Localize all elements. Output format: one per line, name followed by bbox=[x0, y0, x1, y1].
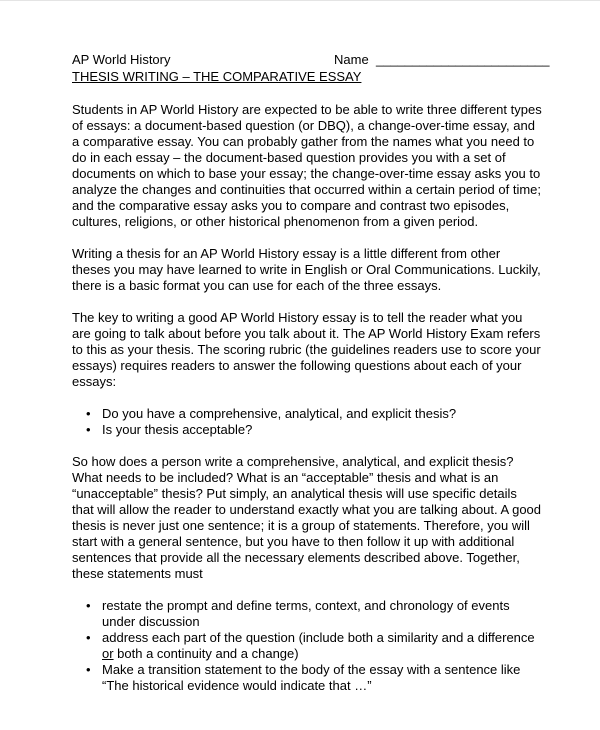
bullet-icon: • bbox=[86, 662, 91, 677]
document-title: THESIS WRITING – THE COMPARATIVE ESSAY bbox=[72, 69, 362, 84]
intro-paragraph: Students in AP World History are expected to be able to write three different types of essays: a document-based question (or DBQ), a change-over-time essay, and a comparative essay. You can probably gather from the names what you need to do in each essay – the document-based question provides you with a set of documents on which to base your essay; the change-over-time essay asks you to analyze the changes and continuities that occurred within a certain period of time; and the comparative essay asks you to compare and contrast two episodes, cultures, religions, or other historical phenomenon from a given period. bbox=[72, 102, 542, 229]
requirements-list bbox=[72, 598, 542, 694]
list-item-text: Do you have a comprehensive, analytical, and explicit thesis? bbox=[102, 406, 457, 421]
list-item-text-part: both a continuity and a change) bbox=[113, 646, 299, 661]
bullet-icon: • bbox=[86, 598, 91, 613]
bullet-icon: • bbox=[86, 406, 91, 421]
underlined-or: or bbox=[102, 646, 114, 661]
list-item-text-part: address each part of the question (include both a similarity and a difference bbox=[102, 630, 535, 645]
list-item-text: Is your thesis acceptable? bbox=[102, 422, 253, 437]
header-row bbox=[72, 52, 550, 69]
bullet-icon: • bbox=[86, 630, 91, 645]
list-item bbox=[86, 406, 542, 422]
list-item-text bbox=[102, 630, 535, 661]
list-item bbox=[86, 630, 542, 662]
list-item-text: restate the prompt and define terms, context, and chronology of events under discussion bbox=[102, 598, 510, 629]
bullet-icon: • bbox=[86, 422, 91, 437]
thesis-paragraph: Writing a thesis for an AP World History essay is a little different from other theses you may have learned to write in English or Oral Communications. Luckily, there is a basic format you can use for each of the three essays. bbox=[72, 246, 541, 293]
name-blank-line: ________________________ bbox=[376, 52, 550, 67]
list-item bbox=[86, 598, 542, 630]
page-top-edge bbox=[0, 0, 600, 1]
list-item-text: Make a transition statement to the body of the essay with a sentence like “The historical evidence would indicate that …” bbox=[102, 662, 521, 693]
course-name: AP World History bbox=[72, 52, 171, 67]
rubric-questions-list bbox=[72, 406, 542, 438]
list-item bbox=[86, 662, 542, 694]
document-body bbox=[72, 52, 550, 710]
list-item bbox=[86, 422, 542, 438]
key-paragraph: The key to writing a good AP World History essay is to tell the reader what you are going to talk about before you talk about it. The AP World History Exam refers to this as your thesis. The scoring rubric (the guidelines readers use to score your essays) requires readers to answer the following questions about each of your essays: bbox=[72, 310, 541, 389]
how-to-paragraph: So how does a person write a comprehensive, analytical, and explicit thesis? What needs to be included? What is an “acceptable” thesis and what is an “unacceptable” thesis? Put simply, an analytical thesis will use specific details that will allow the reader to understand exactly what you are talking about. A good thesis is never just one sentence; it is a group of statements. Therefore, you will start with a general sentence, but you have to then follow it up with additional sentences that provide all the necessary elements described above. Together, these statements must bbox=[72, 454, 542, 581]
name-label: Name bbox=[334, 52, 369, 67]
